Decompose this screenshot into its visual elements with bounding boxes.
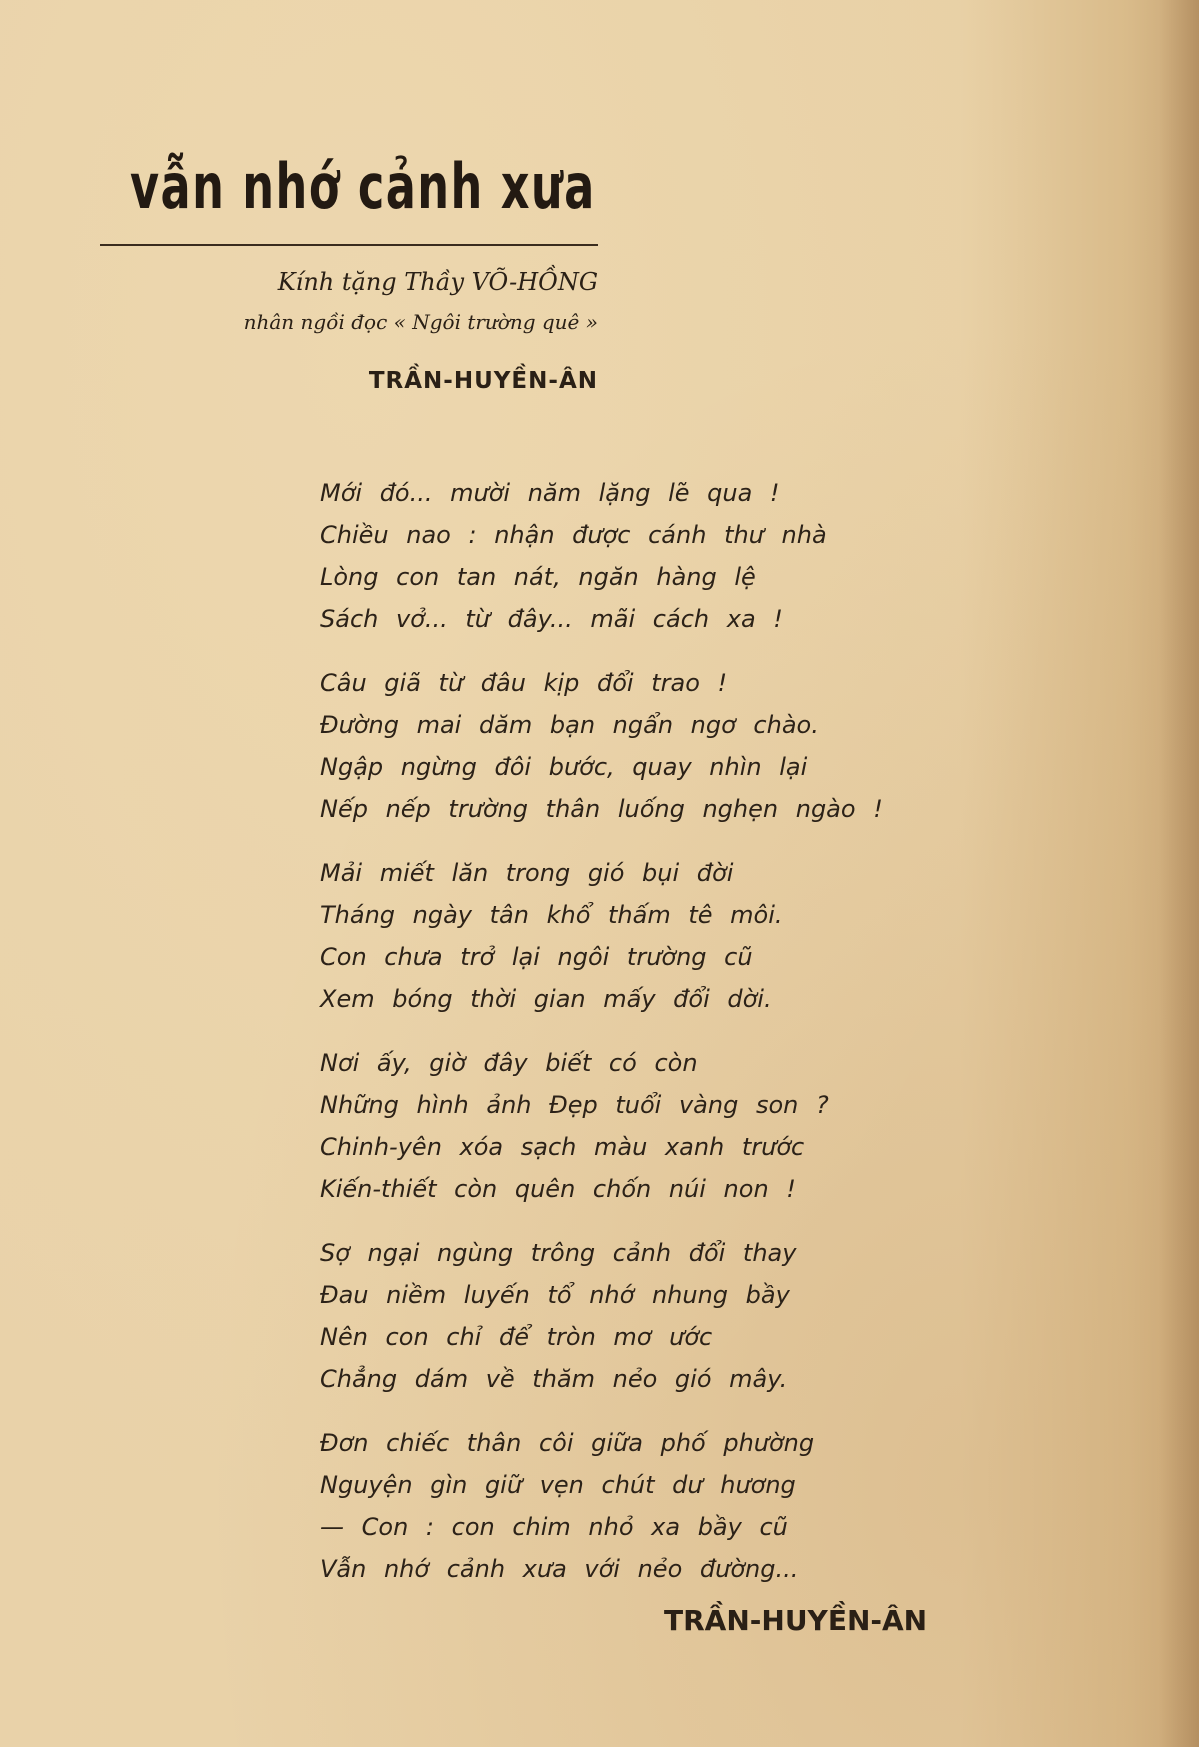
poem-line: Đau niềm luyến tổ nhớ nhung bầy [320,1281,790,1309]
poem-line: Xem bóng thời gian mấy đổi dời. [320,985,772,1013]
poem-line: — Con : con chim nhỏ xa bầy cũ [320,1513,788,1541]
poem-line: Những hình ảnh Đẹp tuổi vàng son ? [320,1091,829,1119]
poem-line: Câu giã từ đâu kịp đổi trao ! [320,669,728,697]
stanza [320,1042,940,1210]
poem-line: Lòng con tan nát, ngăn hàng lệ [320,563,756,591]
poem-line: Nên con chỉ để tròn mơ ước [320,1323,713,1351]
poem-line: Mới đó... mười năm lặng lẽ qua ! [320,479,780,507]
dedication [118,262,598,342]
author-byline: TRẦN-HUYỀN-ÂN [368,368,598,394]
stanza [320,1232,940,1400]
poem-line: Sợ ngại ngùng trông cảnh đổi thay [320,1239,797,1267]
stanza [320,1422,940,1590]
poem-line: Vẫn nhớ cảnh xưa với nẻo đường... [320,1555,799,1583]
page-edge-shadow [1159,0,1199,1747]
poem-line: Đường mai dăm bạn ngẩn ngơ chào. [320,711,819,739]
poem-line: Mải miết lăn trong gió bụi đời [320,859,734,887]
poem-line: Ngập ngừng đôi bước, quay nhìn lại [320,753,808,781]
poem-line: Kiến-thiết còn quên chốn núi non ! [320,1175,796,1203]
poem-line: Nếp nếp trường thân luống nghẹn ngào ! [320,795,883,823]
poem-line: Đơn chiếc thân côi giữa phố phường [320,1429,815,1457]
poem-title: vẫn nhớ cảnh xưa [130,150,596,223]
poem-line: Chinh-yên xóa sạch màu xanh trước [320,1133,805,1161]
stanza [320,662,940,830]
poem-line: Chiều nao : nhận được cánh thư nhà [320,521,827,549]
poem-line: Nguyện gìn giữ vẹn chút dư hương [320,1471,796,1499]
stanza [320,472,940,640]
stanza [320,852,940,1020]
poem-line: Con chưa trở lại ngôi trường cũ [320,943,753,971]
poem-line: Sách vở... từ đây... mãi cách xa ! [320,605,783,633]
poem-body [320,472,940,1612]
dedication-line-1: Kính tặng Thầy VÕ-HỒNG [277,268,598,296]
poem-line: Chẳng dám về thăm nẻo gió mây. [320,1365,788,1393]
dedication-line-2: nhân ngồi đọc « Ngôi trường quê » [243,310,598,334]
title-divider [100,244,598,246]
poem-line: Tháng ngày tân khổ thấm tê môi. [320,901,783,929]
author-signature: TRẦN-HUYỀN-ÂN [664,1604,928,1637]
poem-line: Nơi ấy, giờ đây biết có còn [320,1049,698,1077]
